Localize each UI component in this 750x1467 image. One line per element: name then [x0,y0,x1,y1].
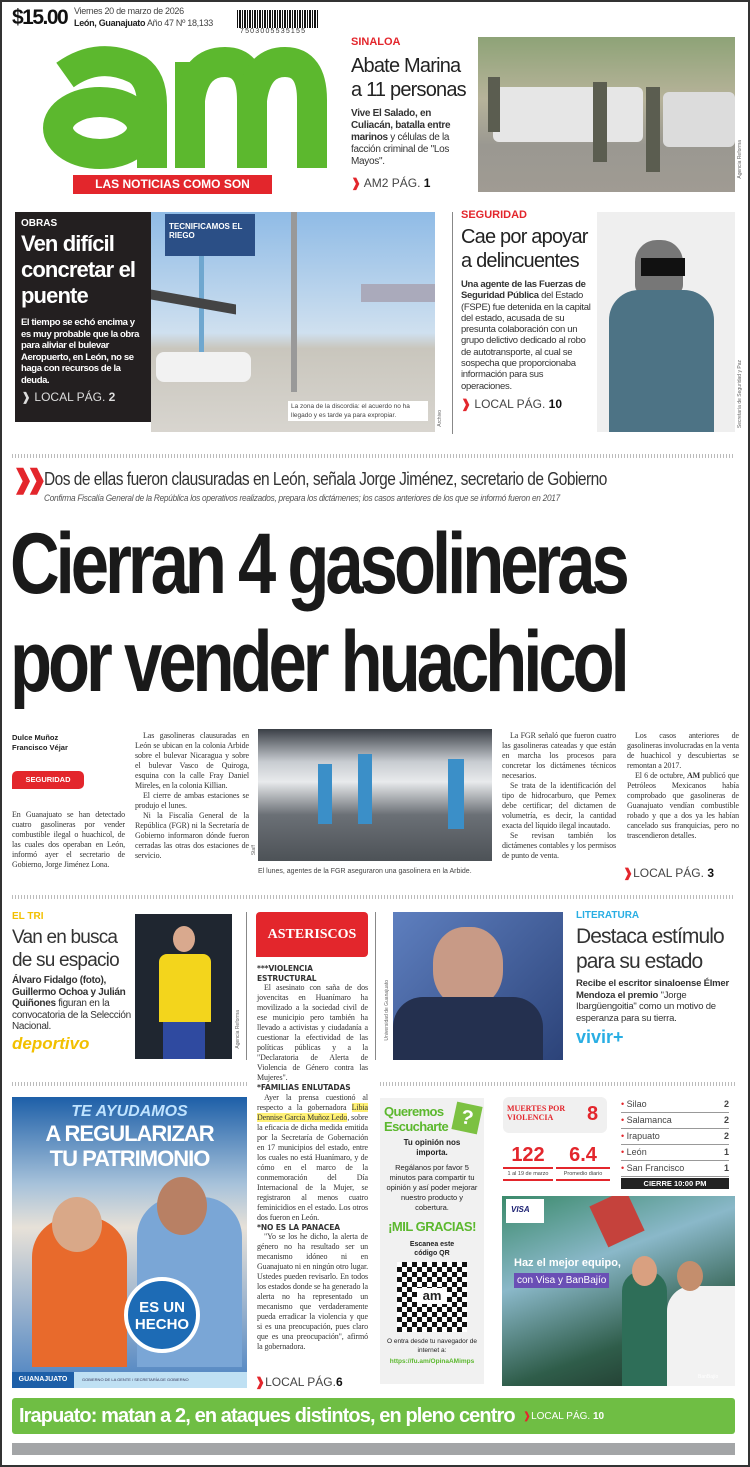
survey-box[interactable] [380,1098,484,1384]
ad-line: Haz el mejor equipo, [514,1257,621,1269]
column-divider [452,212,453,434]
divider [12,895,735,899]
ad-visa[interactable] [502,1196,735,1386]
main-deck: Confirma Fiscalía General de la República los operativos realizados, prepara los dictámenes; los casos anteriores de los que se informó fueron en 2017 [44,493,560,503]
divider [380,1082,735,1086]
literatura-story[interactable] [576,910,738,1048]
photo-credit: Staff [251,845,257,856]
violence-city-list [621,1097,729,1189]
column-divider [375,912,376,1060]
ad-line: A REGULARIZAR [45,1121,214,1146]
kicker: OBRAS [21,218,58,229]
asteriscos-title: ASTERISCOS [256,912,368,957]
city: León, Guanajuato [74,18,146,28]
survey-alt: O entra desde tu navegador de internet a: [387,1338,477,1354]
author: Dulce Muñoz [12,733,59,742]
ad-line: TE AYUDAMOS [71,1103,188,1120]
page-ref[interactable]: ❱ AM2 PÁG. 1 [351,176,431,190]
main-col1: En Guanajuato se han detectado cuatro gasolineras por vender combustible ilegal o huachicol, de las cuales dos operaban en León, informó ayer el secretario de Gobierno, Jorge Jiménez Lona. [12,810,125,869]
main-col3: La FGR señaló que fueron cuatro las gasolineras cateadas y que están en marcha los procesos para concretar los dictámenes técnicos necesarios. Se trata de la identificación del tipo de hidrocarburo, que Pemex debe certificar; del dictamen de volumetría, es decir, la cantidad exacta del líquido ilegal incautado. Se revisan también los dictámenes contables y los permisos de punto de venta. [502,731,616,860]
seguridad-photo [597,212,735,432]
column-divider [246,912,247,1060]
ad-regularizar[interactable] [12,1097,247,1388]
sponsor-logo: BanBajío [698,1374,719,1380]
deportivo-logo: deportivo [12,1033,90,1053]
seguridad-story[interactable] [461,209,591,411]
summary: Vive El Salado, en Culiacán, batalla entre marinos y células de la facción criminal de "Los Mayos". [351,108,451,167]
headline[interactable]: Abate Marina a 11 personas [351,55,466,101]
ad-footer: GOBIERNO DE LA GENTE / SECRETARÍA DE GOBIERNO [82,1377,189,1382]
main-headline-line2[interactable]: por vender huachicol [10,614,626,710]
violence-count: 8 [587,1103,599,1125]
author: Francisco Véjar [12,743,68,752]
obras-story[interactable] [15,212,151,422]
censor-bar [641,258,685,276]
divider [12,454,735,458]
headline[interactable]: Van en busca de su espacio [12,927,119,971]
page-ref[interactable]: ❱ LOCAL PÁG. 10 [461,396,563,411]
photo-credit: Universidad de Guanajuato [384,980,390,1041]
survey-title: Escucharte [384,1119,449,1134]
edition: Año 47 Nº 18,133 [146,18,213,28]
tagline: LAS NOTICIAS COMO SON [73,175,272,194]
cierre-label: CIERRE 10:00 PM [621,1178,729,1189]
survey-body: Regálanos por favor 5 minutos para compartir tu opinión y así poder mejorar nuestro producto y cobertura. [386,1163,478,1212]
summary: Recibe el escritor sinaloense Élmer Mendoza el premio "Jorge Ibargüengoitia" como un motivo de esperanza para su tierra. [576,978,729,1024]
photo-credit: Agencia Reforma [235,1010,241,1049]
kicker: EL TRI [12,911,44,922]
violence-box [503,1097,607,1133]
photo-credit: Secretaría de Seguridad y Paz [737,360,743,429]
main-col4: Los casos anteriores de gasolineras involucradas en la venta de huachicol y descubiertas se remontan a 2017. El 6 de octubre, AM publicó que Petróleos Mexicanos había comprobado que gasolineras de Guanajuato vendían combustible robado y que a dos ya les habían cancelado sus franquicias, pero no trascendieron detalles. [627,731,739,840]
issue-location [74,18,213,29]
asteriscos-column: ***VIOLENCIA ESTRUCTURAL El asesinato con saña de dos jovencitas en Huanímaro ha movilizado a la sociedad civil de ese municipio pero también ha llevado a activistas y ciudadanía a cuestionar la efectividad de las políticas públicas y a la "Declaratoria de Alerta de Violencia de Género contra las Mujeres". *FAMILIAS ENLUTADAS Ayer la prensa cuestionó al respecto a la gobernadora Libia Dennise García Muñoz Ledo, sobre la eficacia de dicha medida emitida por la Secretaría de Gobernación en 17 municipios del estado, entre los cuales no está Huanímaro, y de cómo en el marco de la conmemoración del Día Internacional de la Mujer, se registraron al menos cuatro feminicidios en el estado. Los otros dos fueron en León. *NO ES LA PANACEA "Yo se los he dicho, la alerta de género no ha resultado ser un mecanismo idóneo ni en Guanajuato ni en ningún otro lugar. Ustedes pueden revisarlo. En todos los estados donde se ha generado la alerta no ha representado un mecanismo que verdaderamente pueda erradicar la violencia y que si es una preocupación, pues claro que es una preocupación", afirmó la gobernadora. [257,964,368,1351]
gas-station-photo [258,729,492,861]
city-row: • Salamanca 2 [621,1113,729,1129]
city-row: • Irapuato 2 [621,1129,729,1145]
visa-logo: VISA [511,1205,530,1214]
ad-line: con Visa y BanBajío [514,1273,609,1288]
bottom-page-ref[interactable]: ❱LOCAL PÁG. 10 [522,1410,605,1422]
main-headline-line1[interactable]: Cierran 4 gasolineras [10,516,626,612]
ad-brand: GUANAJUATO [12,1372,74,1388]
qr-code[interactable] [397,1262,467,1332]
photo-caption: El lunes, agentes de la FGR aseguraron una gasolinera en la Arbide. [258,868,472,875]
main-page-ref[interactable]: ❱LOCAL PÁG. 3 [623,866,715,880]
summary: El tiempo se echó encima y es muy probable que la obra para aliviar el bulevar Aeropuerto, en León, no se haga con recursos de la deuda. [21,317,140,386]
photo-credit: Archivo [437,410,443,427]
badge: ES UN HECHO [124,1277,200,1353]
asteriscos-page-ref[interactable]: ❱LOCAL PÁG.6 [255,1375,343,1389]
city-row: • Silao 2 [621,1097,729,1113]
divider [12,1082,247,1086]
survey-scan: Escanea este código QR [409,1241,455,1257]
literatura-photo [393,912,563,1060]
sinaloa-story[interactable] [351,36,473,190]
barcode [237,10,318,28]
city-row: • León 1 [621,1145,729,1161]
kicker: LITERATURA [576,910,640,921]
summary: Una agente de las Fuerzas de Seguridad Pública del Estado (FSPE) fue detenida en la capital del estado, acusada de su presunta colaboración con un grupo delictivo dedicado al robo de autotransporte, al cual se sospecha que proporcionaba información para sus operaciones. [461,279,591,392]
barcode-number: 7503005535155 [240,28,307,35]
ad-line: TU PATRIMONIO [49,1146,210,1171]
kicker: SEGURIDAD [461,209,528,221]
summary: Álvaro Fidalgo (foto), Guillermo Ochoa y Julián Quiñones figuran en la convocatoria de la Selección Nacional. [12,975,131,1032]
qr-logo: am [417,1288,447,1304]
eltri-story[interactable] [12,911,132,1054]
eltri-photo [135,914,232,1059]
bottom-banner[interactable] [12,1398,735,1434]
survey-url[interactable]: https://fu.am/OpinaAMimps [389,1358,475,1365]
survey-title: Queremos [384,1104,444,1119]
price: $15.00 [12,6,68,29]
billboard: TECNIFICAMOS EL RIEGO [165,214,255,256]
violence-total: 122 1 al 19 de marzo [503,1143,553,1181]
survey-thanks: ¡MIL GRACIAS! [388,1219,476,1234]
obras-photo [151,212,435,432]
page-ref[interactable]: ❱ LOCAL PÁG. 2 [21,390,116,404]
kicker: SINALOA [351,36,401,48]
survey-sub: Tu opinión nos importa. [403,1138,461,1157]
subhead-arrows-icon: ❱❱ [12,464,40,494]
issue-date: Viernes 20 de marzo de 2026 [74,6,184,16]
sinaloa-photo [478,37,735,192]
headline[interactable]: Destaca estímulo para su estado [576,925,724,973]
question-icon: ? [451,1102,482,1135]
city-row: • San Francisco 1 [621,1161,729,1177]
headline[interactable]: Ven difícil concretar el puente [21,231,136,308]
vivir-logo: vivir+ [576,1027,624,1047]
main-authors [12,733,68,753]
footer-bar [12,1443,735,1455]
violence-avg: 6.4 Promedio diario [556,1143,610,1181]
section-tag: SEGURIDAD [12,771,84,789]
violence-title: MUERTES POR VIOLENCIA [507,1104,566,1122]
photo-credit: Agencia Reforma [737,140,743,179]
photo-caption: La zona de la discordia: el acuerdo no ha llegado y es tarde ya para expropiar. [288,401,428,421]
main-subhead: Dos de ellas fueron clausuradas en León, señala Jorge Jiménez, secretario de Gobierno [44,469,607,489]
headline[interactable]: Cae por apoyar a delincuentes [461,226,588,272]
main-col2: Las gasolineras clausuradas en León se ubican en la colonia Arbide sobre el bulevar Nicaragua y sobre el bulevar Vasco de Quiroga, esquina con la calle Fray Daniel Mireles, en la colonia Killian. El cierre de ambas estaciones se produjo el lunes. Ni la Fiscalía General de la República (FGR) ni la Secretaría de Gobierno informaron dónde fueron cerradas las otras dos estaciones de servicio. [135,731,249,860]
logo[interactable] [20,40,330,170]
bottom-headline[interactable]: Irapuato: matan a 2, en ataques distintos, en pleno centro [19,1404,515,1427]
highlighted-name: Libia Dennise García Muñoz Ledo [257,1102,368,1122]
